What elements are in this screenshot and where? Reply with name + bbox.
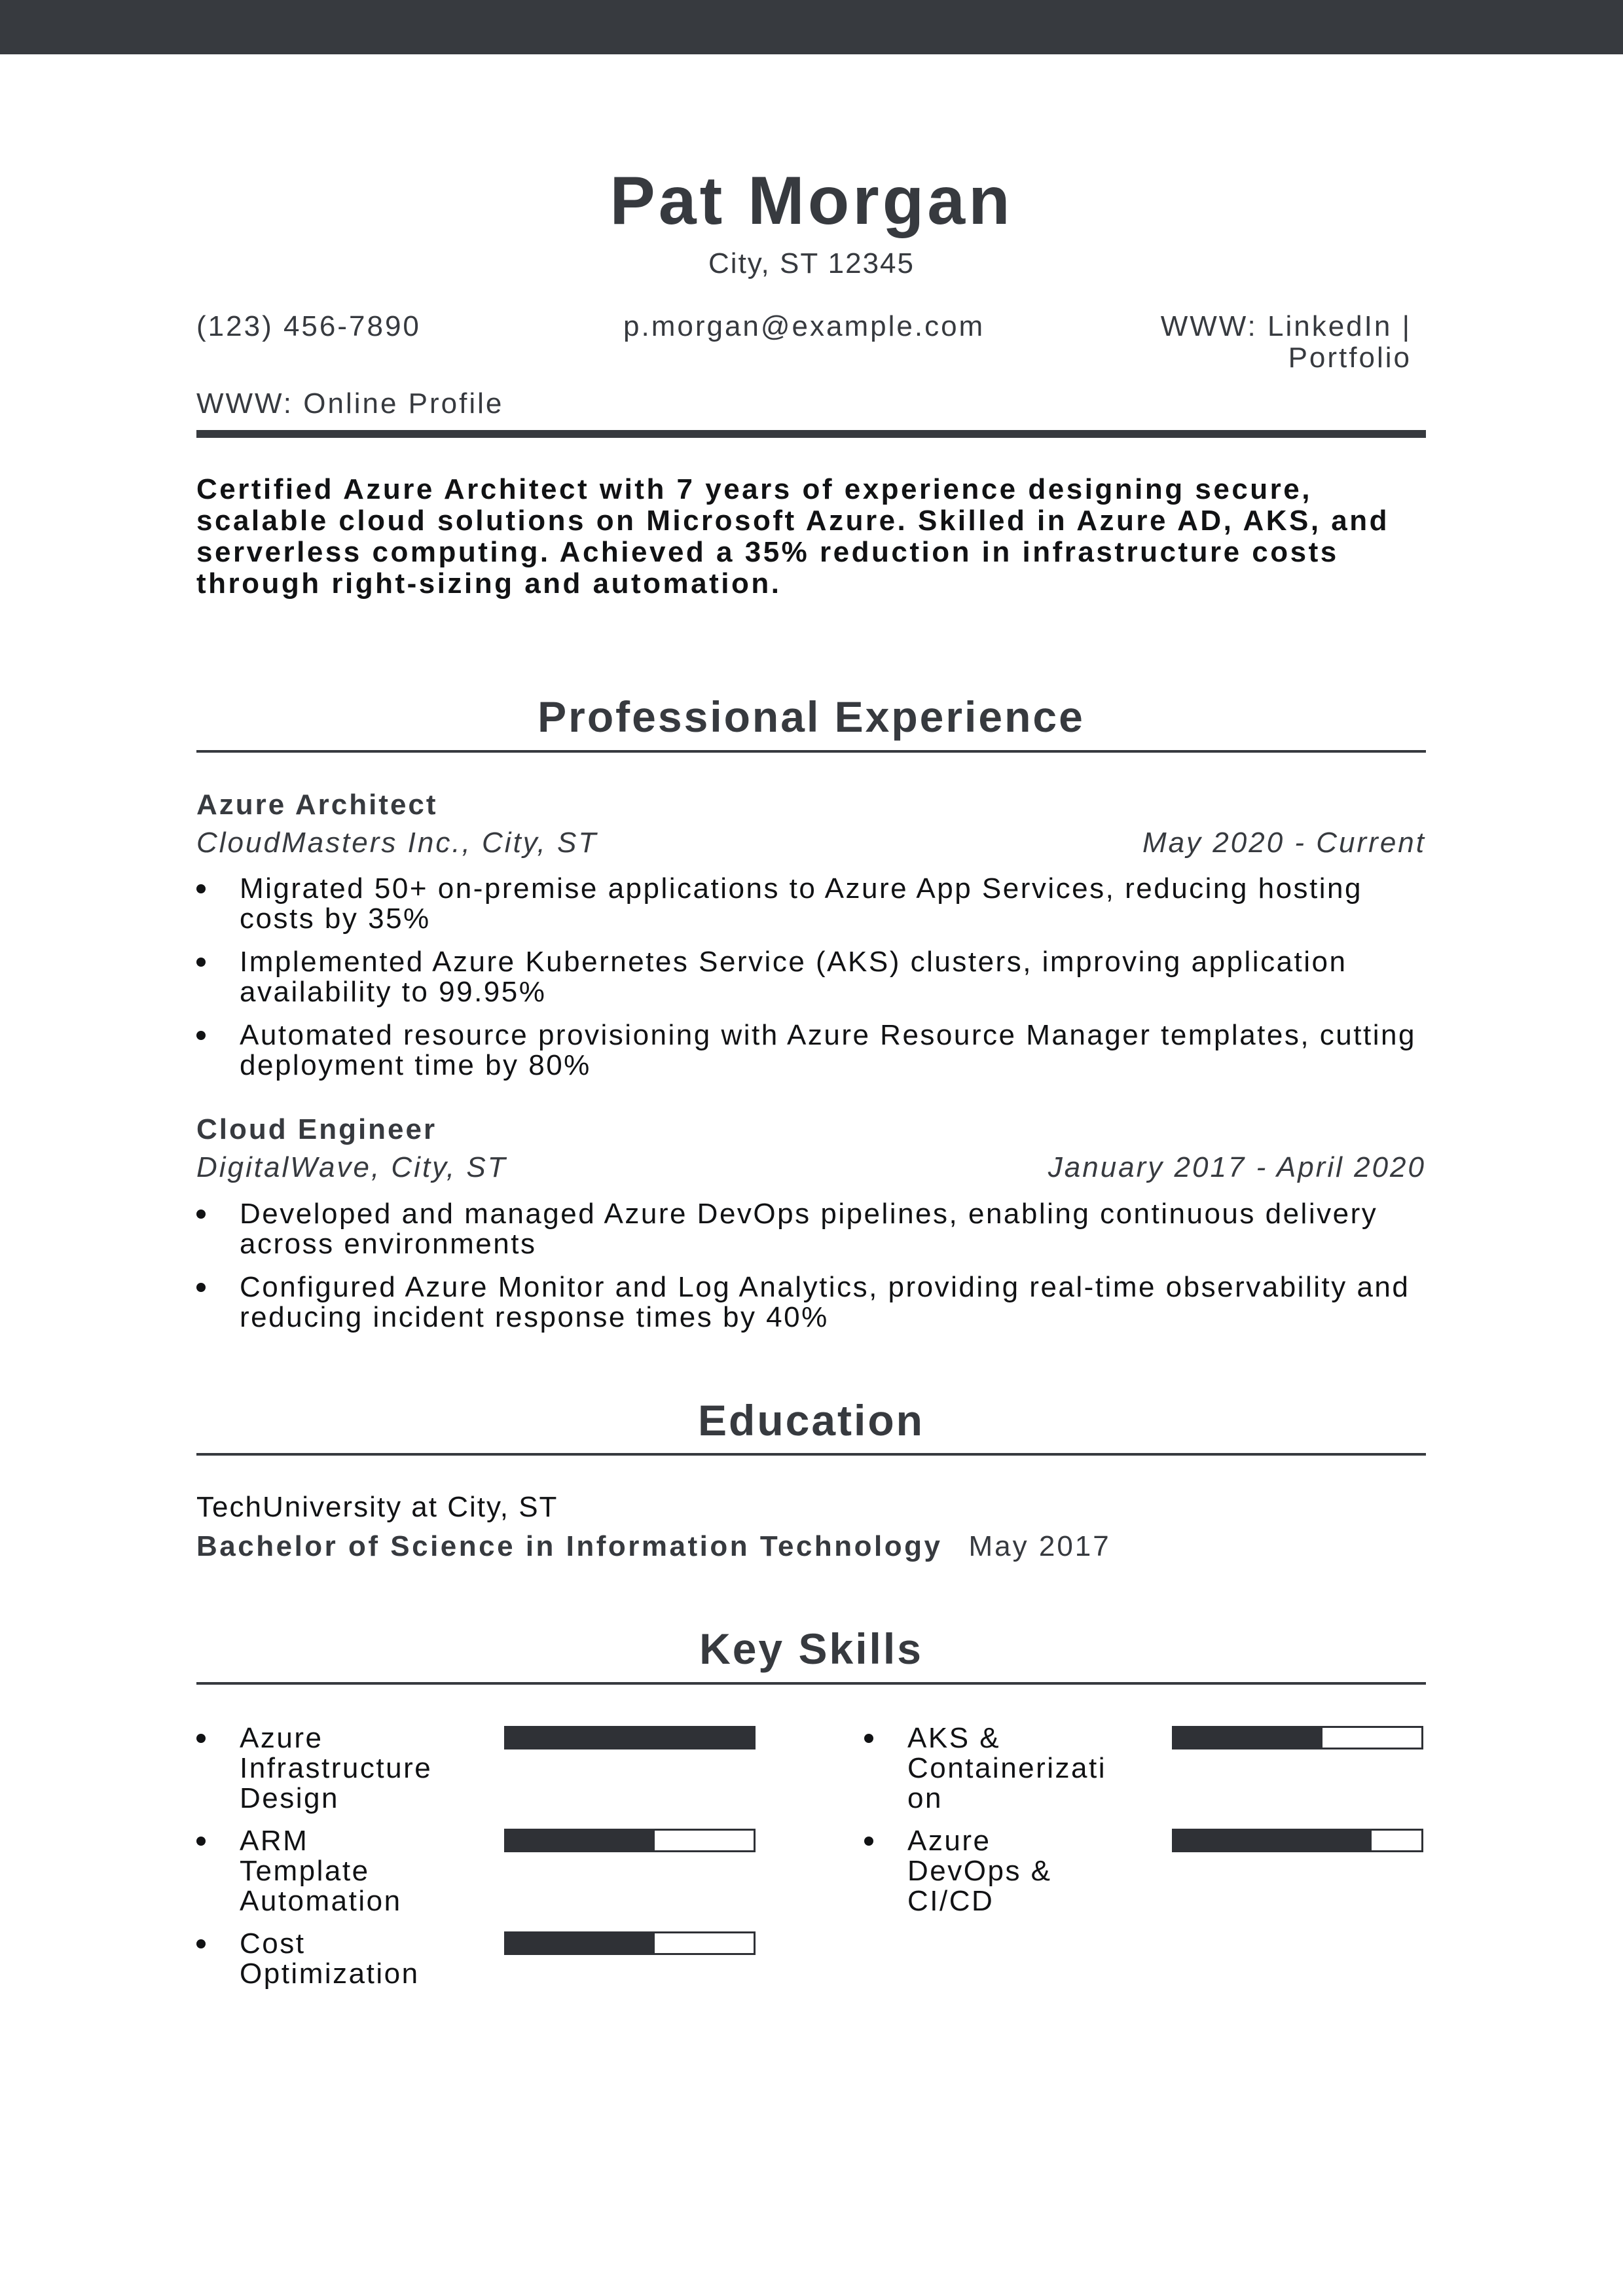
skill-level-bar: [1172, 1726, 1423, 1749]
skill-level-fill: [506, 1831, 655, 1850]
degree-line: [196, 1528, 1111, 1565]
job-company: CloudMasters Inc., City, ST: [196, 827, 598, 859]
list-item: Implemented Azure Kubernetes Service (AKS) clusters, improving application availability to 99.95%: [196, 947, 1426, 1007]
degree: Bachelor of Science in Information Technology: [196, 1530, 943, 1562]
summary: Certified Azure Architect with 7 years of experience designing secure, scalable cloud solutions on Microsoft Azure. Skilled in Azure AD, AKS, and serverless computing. Achieved a 35% reduction in infrastructure costs through right-sizing and automation.: [196, 473, 1390, 600]
job-bullets: [196, 874, 1426, 1094]
job-title: Cloud Engineer: [196, 1113, 437, 1145]
bullet-icon: [196, 1734, 206, 1743]
bullet-icon: [196, 1939, 206, 1948]
job-dates: January 2017 - April 2020: [1048, 1151, 1426, 1183]
skill-name: AKS & Containerizati on: [907, 1722, 1107, 1814]
job-bullets: [196, 1199, 1426, 1346]
skill-name: Cost Optimization: [240, 1928, 420, 1990]
online-profile: WWW: Online Profile: [196, 387, 504, 420]
skill-level-bar: [504, 1829, 756, 1852]
skill-level-bar: [1172, 1829, 1423, 1852]
graduation-date: May 2017: [968, 1530, 1111, 1562]
job-company: DigitalWave, City, ST: [196, 1151, 507, 1183]
skill-level-fill: [506, 1728, 754, 1748]
education-divider: [196, 1453, 1426, 1456]
skills-divider: [196, 1682, 1426, 1685]
top-accent-bar: [0, 0, 1623, 54]
skill-name: ARM Template Automation: [240, 1825, 402, 1917]
skill-level-fill: [506, 1933, 655, 1953]
skill-name: Azure DevOps & CI/CD: [907, 1825, 1052, 1917]
skill-level-bar: [504, 1726, 756, 1749]
address: City, ST 12345: [708, 247, 915, 279]
experience-heading: Professional Experience: [538, 692, 1085, 741]
list-item: Migrated 50+ on-premise applications to Azure App Services, reducing hosting costs by 35%: [196, 874, 1426, 934]
list-item: Configured Azure Monitor and Log Analytics, providing real-time observability and reducing incident response times by 40%: [196, 1272, 1426, 1333]
skills-heading: Key Skills: [699, 1624, 923, 1673]
bullet-icon: [864, 1734, 873, 1743]
email: p.morgan@example.com: [623, 310, 985, 342]
list-item: Automated resource provisioning with Azure Resource Manager templates, cutting deployment time by 80%: [196, 1020, 1426, 1081]
list-item: Developed and managed Azure DevOps pipelines, enabling continuous delivery across environments: [196, 1199, 1426, 1259]
web-links: WWW: LinkedIn | Portfolio: [1160, 310, 1412, 374]
skill-level-bar: [504, 1931, 756, 1955]
skill-level-fill: [1174, 1728, 1322, 1748]
school: TechUniversity at City, ST: [196, 1491, 558, 1523]
candidate-name: Pat Morgan: [610, 163, 1013, 239]
skill-name: Azure Infrastructure Design: [240, 1722, 433, 1814]
experience-divider: [196, 750, 1426, 753]
job-dates: May 2020 - Current: [1142, 827, 1426, 859]
header-divider: [196, 430, 1426, 438]
job-title: Azure Architect: [196, 789, 438, 821]
phone: (123) 456-7890: [196, 310, 421, 342]
bullet-icon: [196, 1837, 206, 1846]
skill-level-fill: [1174, 1831, 1372, 1850]
bullet-icon: [864, 1837, 873, 1846]
education-heading: Education: [697, 1396, 924, 1444]
